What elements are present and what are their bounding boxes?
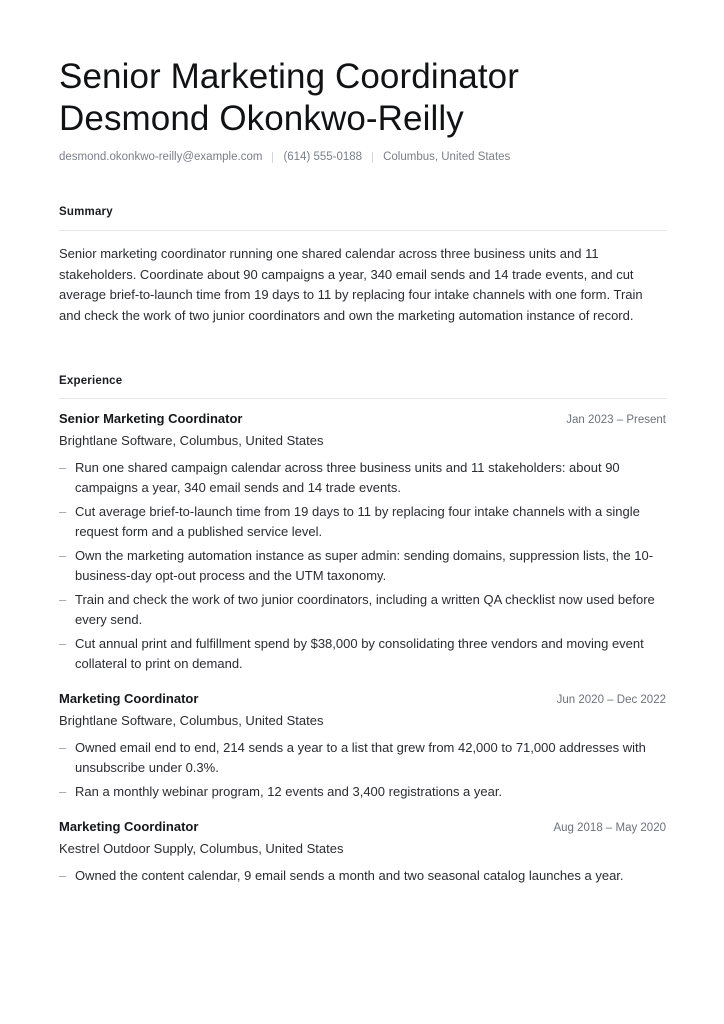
bullet-text: Cut average brief-to-launch time from 19 days to 11 by replacing four intake channels with a single request form and a published service level.: [75, 504, 640, 539]
bullet-item: [59, 546, 666, 585]
bullet-text: Cut annual print and fulfillment spend by $38,000 by consolidating three vendors and moving event collateral to print on demand.: [75, 636, 644, 671]
experience-entry: [59, 819, 666, 891]
dash-icon: –: [59, 868, 67, 883]
job-bullets: [59, 458, 666, 673]
bullet-item: [59, 634, 666, 673]
dash-icon: –: [59, 504, 67, 519]
contact-phone[interactable]: (614) 555-0188: [283, 151, 363, 163]
job-dates: Aug 2018 – May 2020: [553, 822, 666, 834]
experience-entry: [59, 691, 666, 807]
job-organization: Brightlane Software, Columbus, United States: [59, 433, 324, 448]
bullet-item: [59, 738, 666, 777]
dash-icon: –: [59, 636, 67, 651]
job-bullets: [59, 866, 666, 886]
candidate-name: Desmond Okonkwo-Reilly: [59, 99, 464, 138]
contact-divider: [272, 152, 273, 163]
bullet-item: [59, 458, 666, 497]
job-dates: Jan 2023 – Present: [566, 414, 666, 426]
bullet-item: [59, 782, 666, 802]
experience-entry: [59, 411, 666, 678]
job-title: Marketing Coordinator: [59, 819, 199, 834]
bullet-text: Train and check the work of two junior coordinators, including a written QA checklist now used before every send.: [75, 592, 655, 627]
bullet-text: Run one shared campaign calendar across three business units and 11 stakeholders: about 90 campaigns a year, 340 email sends and 14 trade events.: [75, 460, 620, 495]
bullet-text: Ran a monthly webinar program, 12 events and 3,400 registrations a year.: [75, 784, 503, 799]
contact-bar: [59, 151, 666, 163]
dash-icon: –: [59, 740, 67, 755]
bullet-text: Own the marketing automation instance as super admin: sending domains, suppression lists, the 10-business-day opt-out process and the UTM taxonomy.: [75, 548, 654, 583]
contact-location: Columbus, United States: [383, 151, 511, 163]
dash-icon: –: [59, 592, 67, 607]
job-title: Marketing Coordinator: [59, 691, 199, 706]
job-bullets: [59, 738, 666, 802]
summary-heading: Summary: [59, 206, 113, 218]
dash-icon: –: [59, 460, 67, 475]
bullet-text: Owned email end to end, 214 sends a year to a list that grew from 42,000 to 71,000 addresses with unsubscribe under 0.3%.: [75, 740, 646, 775]
experience-divider: [59, 398, 666, 399]
contact-divider: [372, 152, 373, 163]
job-organization: Kestrel Outdoor Supply, Columbus, United States: [59, 841, 344, 856]
job-organization: Brightlane Software, Columbus, United States: [59, 713, 324, 728]
bullet-text: Owned the content calendar, 9 email sends a month and two seasonal catalog launches a year.: [75, 868, 624, 883]
summary-text: Senior marketing coordinator running one shared calendar across three business units and 11 stakeholders. Coordinate about 90 campaigns a year, 340 email sends and 14 trade events, and cut average brief-to-launch time from 19 days to 11 by replacing four intake channels with one form. Train and check the work of two junior coordinators and own the marketing automation instance of record.: [59, 246, 643, 323]
bullet-item: [59, 866, 666, 886]
summary-divider: [59, 230, 666, 231]
job-title: Senior Marketing Coordinator: [59, 411, 243, 426]
bullet-item: [59, 590, 666, 629]
resume-header: [59, 56, 666, 140]
contact-email[interactable]: desmond.okonkwo-reilly@example.com: [59, 151, 263, 163]
job-dates: Jun 2020 – Dec 2022: [556, 694, 666, 706]
dash-icon: –: [59, 548, 67, 563]
bullet-item: [59, 502, 666, 541]
dash-icon: –: [59, 784, 67, 799]
experience-heading: Experience: [59, 375, 123, 387]
headline-title: Senior Marketing Coordinator: [59, 57, 519, 96]
